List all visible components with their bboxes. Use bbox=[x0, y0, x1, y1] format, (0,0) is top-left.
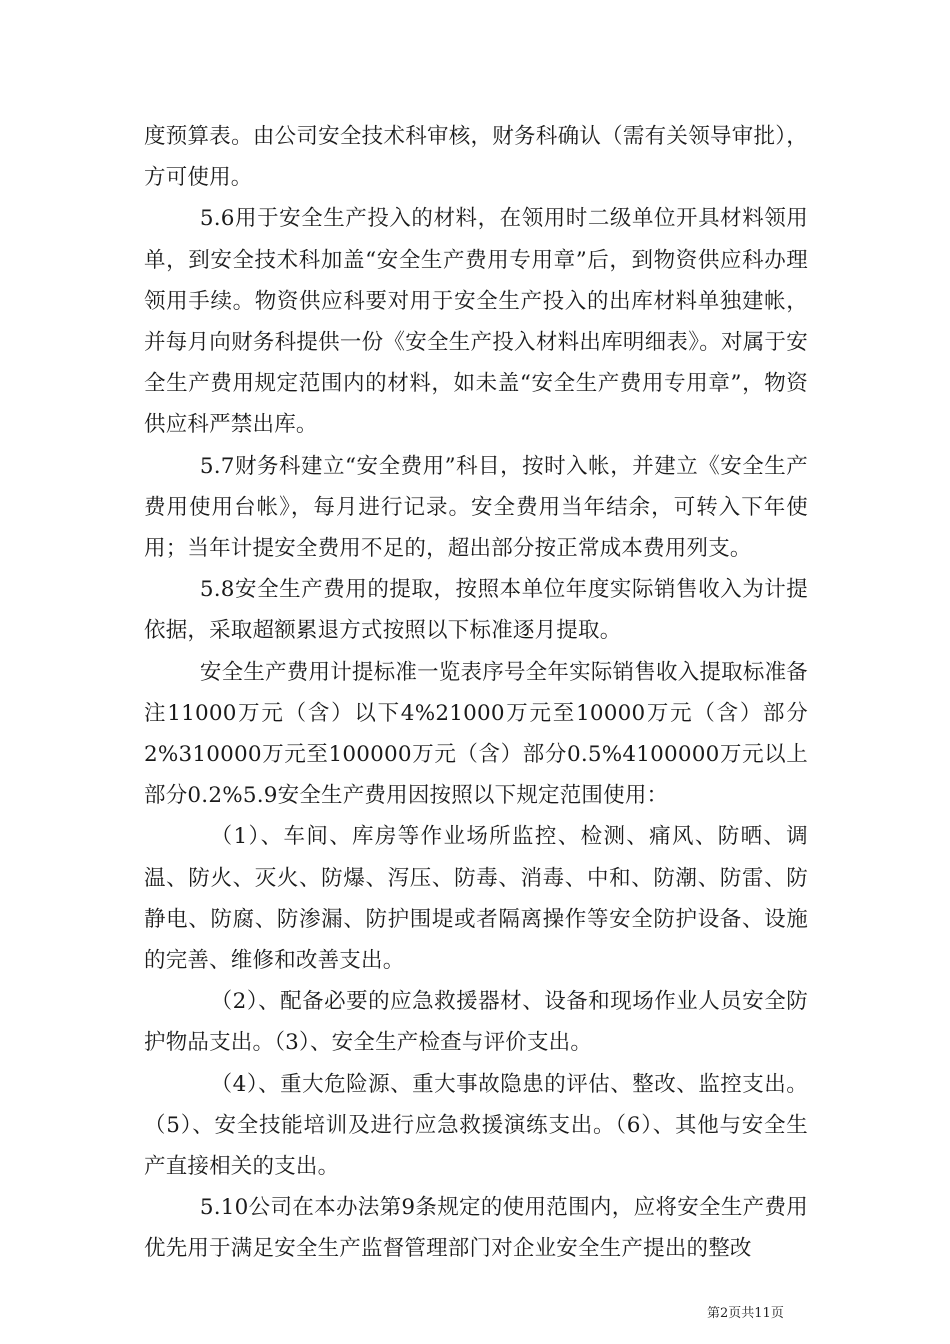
paragraph-budget-approval: 度预算表。由公司安全技术科审核，财务科确认（需有关领导审批），方可使用。 bbox=[144, 124, 808, 191]
document-body bbox=[144, 116, 808, 1270]
paragraph-5-8: 5.8安全生产费用的提取，按照本单位年度实际销售收入为计提依据，采取超额累退方式按照以下标准逐月提取。 bbox=[144, 577, 808, 644]
paragraph-standards-table: 安全生产费用计提标准一览表序号全年实际销售收入提取标准备注11000万元（含）以下4%21000万元至10000万元（含）部分2%310000万元至100000万元（含）部分0.5%4100000万元以上部分0.2%5.9安全生产费用因按照以下规定范围使用： bbox=[144, 659, 808, 809]
paragraph-items-2-3: （2）、配备必要的应急救援器材、设备和现场作业人员安全防护物品支出。（3）、安全生产检查与评价支出。 bbox=[144, 989, 808, 1056]
paragraph-item-1: （1）、车间、库房等作业场所监控、检测、痛风、防晒、调温、防火、灭火、防爆、泻压、防毒、消毒、中和、防潮、防雷、防静电、防腐、防渗漏、防护围堤或者隔离操作等安全防护设备、设施的完善、维修和改善支出。 bbox=[144, 824, 808, 974]
paragraph-5-10: 5.10公司在本办法第9条规定的使用范围内，应将安全生产费用优先用于满足安全生产监督管理部门对企业安全生产提出的整改 bbox=[144, 1195, 808, 1262]
page-number: 第2页共11页 bbox=[707, 1306, 784, 1321]
paragraph-5-7: 5.7财务科建立“安全费用”科目，按时入帐，并建立《安全生产费用使用台帐》，每月进行记录。安全费用当年结余，可转入下年使用；当年计提安全费用不足的，超出部分按正常成本费用列支。 bbox=[144, 453, 808, 562]
paragraph-5-6: 5.6用于安全生产投入的材料，在领用时二级单位开具材料领用单，到安全技术科加盖“安全生产费用专用章”后，到物资供应科办理领用手续。物资供应科要对用于安全生产投入的出库材料单独建帐，并每月向财务科提供一份《安全生产投入材料出库明细表》。对属于安全生产费用规定范围内的材料，如未盖“安全生产费用专用章”，物资供应科严禁出库。 bbox=[144, 206, 808, 438]
paragraph-items-4-6: （4）、重大危险源、重大事故隐患的评估、整改、监控支出。（5）、安全技能培训及进行应急救援演练支出。（6）、其他与安全生产直接相关的支出。 bbox=[144, 1071, 808, 1180]
